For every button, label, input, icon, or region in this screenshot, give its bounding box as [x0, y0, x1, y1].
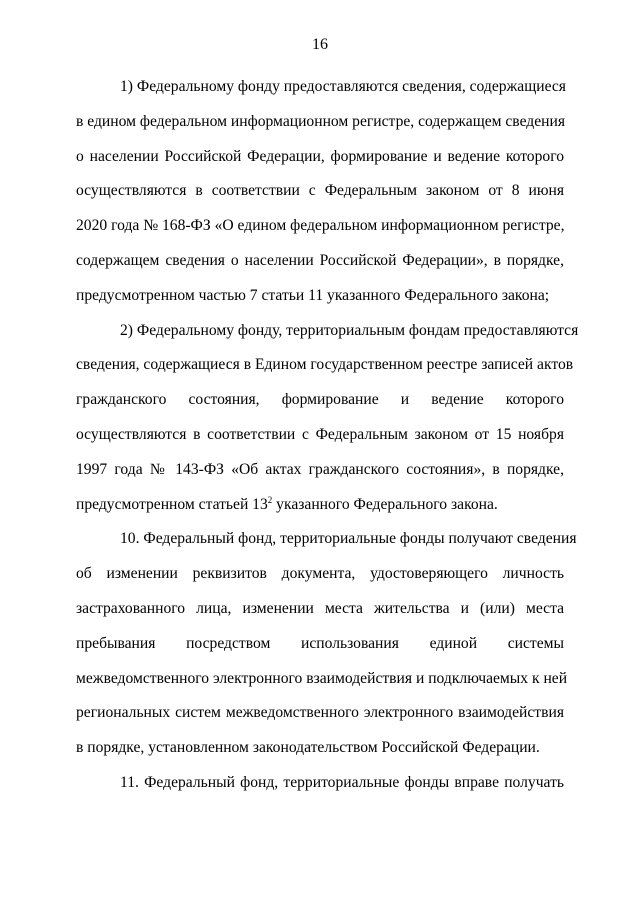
text-line: осуществляются в соответствии с Федеральным законом от 8 июня [76, 182, 564, 200]
text-line: региональных систем межведомственного электронного взаимодействия [76, 704, 564, 722]
text-line: 1997 года № 143-ФЗ «Об актах гражданского состояния», в порядке, [76, 460, 564, 478]
text-line: в порядке, установленном законодательством Российской Федерации. [76, 739, 540, 757]
text-line: осуществляются в соответствии с Федеральным законом от 15 ноября [76, 425, 564, 443]
text-line: содержащем сведения о населении Российской Федерации», в порядке, [76, 251, 564, 269]
paragraph-3 [76, 522, 577, 766]
text-line: 11. Федеральный фонд, территориальные фонды вправе получать [120, 773, 564, 791]
text-line: в едином федеральном информационном регистре, содержащем сведения [76, 112, 566, 130]
superscript: 2 [267, 494, 273, 505]
text-line: об изменении реквизитов документа, удостоверяющего личность [76, 565, 564, 583]
text-line: застрахованного лица, изменении места жительства и (или) места [76, 599, 564, 617]
text-line: предусмотренном частью 7 статьи 11 указанного Федерального закона; [76, 286, 550, 304]
text-line: межведомственного электронного взаимодействия и подключаемых к ней [76, 669, 568, 687]
page-number: 16 [312, 36, 328, 53]
document-body [76, 70, 579, 801]
paragraph-4 [76, 766, 564, 801]
text-line: гражданского состояния, формирование и ведение которого [76, 391, 564, 409]
paragraph-2 [76, 314, 579, 523]
text-line [76, 488, 564, 523]
text-line: 2020 года № 168-ФЗ «О едином федеральном информационном регистре, [76, 217, 565, 235]
text-segment: указанного Федерального закона. [272, 495, 498, 513]
text-line: пребывания посредством использования единой системы [76, 634, 564, 652]
text-segment: предусмотренном статьей 13 [76, 495, 268, 513]
paragraph-1 [76, 70, 564, 314]
text-line: сведения, содержащиеся в Едином государственном реестре записей актов [76, 356, 574, 374]
text-line: 1) Федеральному фонду предоставляются сведения, содержащиеся [120, 78, 566, 95]
text-line: 2) Федеральному фонду, территориальным фондам предоставляются [120, 321, 579, 339]
text-line: о населении Российской Федерации, формирование и ведение которого [76, 147, 564, 165]
text-line: 10. Федеральный фонд, территориальные фонды получают сведения [120, 530, 577, 548]
